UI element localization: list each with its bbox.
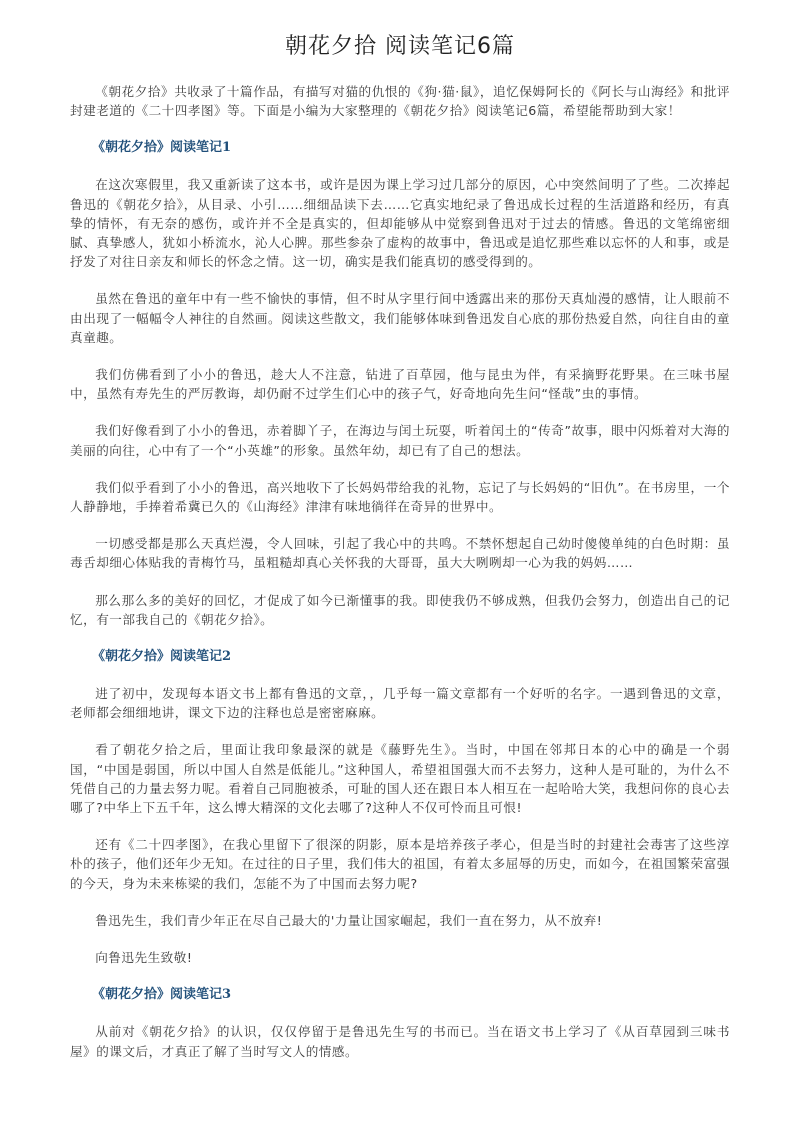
paragraph: 那么那么多的美好的回忆，才促成了如今已渐懂事的我。即使我仍不够成熟，但我仍会努力，创造出自己的记忆，有一部我自己的《朝花夕拾》。 (70, 592, 730, 627)
paragraph: 在这次寒假里，我又重新读了这本书，或许是因为课上学习过几部分的原因，心中突然间明了了些。二次捧起鲁迅的《朝花夕拾》，从目录、小引……细细品读下去……它真实地纪录了鲁迅成长过程的生活道路和经历，有真挚的情怀，有无奈的感伤，或许并不全是真实的，但却能够从中觉察到鲁迅对于过去的情感。鲁迅的文笔绵密细腻、真挚感人，犹如小桥流水，沁人心脾。那些参杂了虚构的故事中，鲁迅或是追忆那些难以忘怀的人和事，或是抒发了对往日亲友和师长的怀念之情。这一切，确实是我们能真切的感受得到的。 (70, 177, 730, 270)
paragraph: 我们好像看到了小小的鲁迅，赤着脚丫子，在海边与闰土玩耍，听着闰土的“传奇”故事，眼中闪烁着对大海的美丽的向往，心中有了一个“小英雄”的形象。虽然年幼，却已有了自己的想法。 (70, 423, 730, 458)
paragraph: 鲁迅先生，我们青少年正在尽自己最大的'力量让国家崛起，我们一直在努力，从不放弃! (95, 912, 603, 928)
paragraph: 我们仿佛看到了小小的鲁迅，趁大人不注意，钻进了百草园，他与昆虫为伴，有采摘野花野果。在三味书屋中，虽然有寿先生的严厉教诲，却仍耐不过学生们心中的孩子气，好奇地向先生问“怪哉”虫的事情。 (70, 367, 730, 402)
paragraph: 还有《二十四孝图》，在我心里留下了很深的阴影，原本是培养孩子孝心，但是当时的封建社会毒害了这些淳朴的孩子，他们还年少无知。在过往的日子里，我们伟大的祖国，有着太多屈辱的历史，而如今，在祖国繁荣富强的今天，身为未来栋梁的我们，怎能不为了中国而去努力呢? (70, 837, 730, 891)
paragraph: 我们似乎看到了小小的鲁迅，高兴地收下了长妈妈带给我的礼物，忘记了与长妈妈的“旧仇”。在书房里，一个人静静地，手捧着希冀已久的《山海经》津津有味地徜徉在奇异的世界中。 (70, 479, 730, 515)
document-title: 朝花夕拾 阅读笔记6篇 (285, 34, 515, 59)
intro-paragraph: 《朝花夕拾》共收录了十篇作品，有描写对猫的仇恨的《狗·猫·鼠》，追忆保姆阿长的《阿长与山海经》和批评封建老道的《二十四孝图》等。下面是小编为大家整理的《朝花夕拾》阅读笔记6篇，希望能帮助到大家！ (70, 84, 730, 119)
note-2-heading: 《朝花夕拾》阅读笔记2 (92, 649, 232, 665)
paragraph: 一切感受都是那么天真烂漫，令人回味，引起了我心中的共鸣。不禁怀想起自己幼时傻傻单纯的白色时期：虽毒舌却细心体贴我的青梅竹马，虽粗糙却真心关怀我的大哥哥，虽大大咧咧却一心为我的妈妈…… (70, 536, 730, 571)
paragraph: 进了初中，发现每本语文书上都有鲁迅的文章，，几乎每一篇文章都有一个好听的名字。一遇到鲁迅的文章，老师都会细细地讲，课文下边的注释也总是密密麻麻。 (70, 686, 730, 721)
paragraph: 从前对《朝花夕拾》的认识，仅仅停留于是鲁迅先生写的书而已。当在语文书上学习了《从百草园到三味书屋》的课文后，才真正了解了当时写文人的情感。 (70, 1024, 730, 1059)
document-page (70, 32, 730, 1079)
paragraph: 虽然在鲁迅的童年中有一些不愉快的事情，但不时从字里行间中透露出来的那份天真灿漫的感情，让人眼前不由出现了一幅幅令人神往的自然画。阅读这些散文，我们能够体味到鲁迅发自心底的那份热爱自然，向往自由的童真童趣。 (70, 291, 730, 345)
note-1-heading: 《朝花夕拾》阅读笔记1 (92, 140, 232, 156)
note-3-heading: 《朝花夕拾》阅读笔记3 (92, 987, 232, 1003)
paragraph: 看了朝花夕拾之后，里面让我印象最深的就是《藤野先生》。当时，中国在邻邦日本的心中的确是一个弱国，“中国是弱国，所以中国人自然是低能儿。”这种国人，希望祖国强大而不去努力，这种人是可耻的，为什么不凭借自己的力量去努力呢。看着自己同胞被杀，可耻的国人还在跟日本人相互在一起哈哈大笑，我想问你的良心去哪了?中华上下五千年，这么博大精深的文化去哪了?这种人不仅可怜而且可恨! (70, 742, 730, 816)
paragraph: 向鲁迅先生致敬! (95, 950, 193, 966)
